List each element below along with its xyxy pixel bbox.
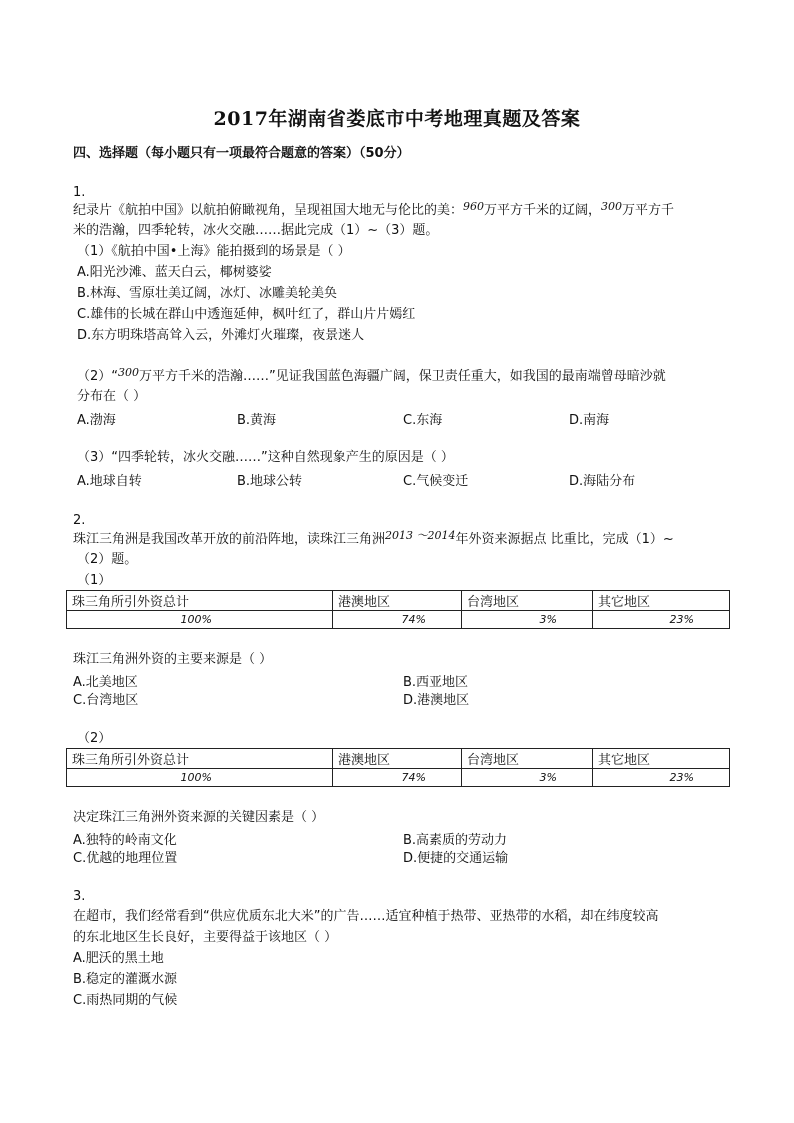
q2-s2-table [66,748,730,787]
q3-option-b[interactable]: B.稳定的灌溉水源 [73,972,178,987]
q3-number: 3. [73,889,86,904]
q1-s2-option-a[interactable]: A.渤海 [77,413,116,428]
table-cell: 23% [593,769,730,787]
q1-s2-option-b[interactable]: B.黄海 [237,413,277,428]
table-header-cell: 港澳地区 [333,749,462,769]
q1-s3-stem: （3）“四季轮转，冰火交融……”这种自然现象产生的原因是（ ） [77,450,454,465]
table-header-cell: 港澳地区 [333,591,462,611]
table-cell: 3% [462,611,593,629]
q1-s2-option-c[interactable]: C.东海 [403,413,443,428]
q2-s2-option-b[interactable]: B.高素质的劳动力 [403,833,508,848]
q2-s2-option-c[interactable]: C.优越的地理位置 [73,851,178,866]
table-header-cell: 台湾地区 [462,749,593,769]
table-cell: 100% [67,611,333,629]
q2-s1-label: （1） [77,573,112,588]
q2-s1-option-c[interactable]: C.台湾地区 [73,693,139,708]
q3-line2: 的东北地区生长良好，主要得益于该地区（ ） [73,930,338,945]
q3-option-c[interactable]: C.雨热同期的气候 [73,993,178,1008]
table-header-cell: 珠三角所引外资总计 [67,591,333,611]
q2-number: 2. [73,513,86,528]
q1-intro-line1: 纪录片《航拍中国》以航拍俯瞰视角，呈现祖国大地无与伦比的美：$^{960}$万平方千米的辽阔，$^{300}$万平方千 [73,200,675,218]
table-cell: 74% [333,769,462,787]
table-header-cell: 珠三角所引外资总计 [67,749,333,769]
section-heading: 四、选择题（每小题只有一项最符合题意的答案）（50分） [73,146,410,161]
q2-s1-option-a[interactable]: A.北美地区 [73,675,138,690]
q1-s2-stem-line2: 分布在（ ） [77,389,147,404]
page-title: 2017年湖南省娄底市中考地理真题及答案 [213,108,581,130]
q2-s1-option-b[interactable]: B.西亚地区 [403,675,469,690]
table-cell: 23% [593,611,730,629]
q2-s1-stem: 珠江三角洲外资的主要来源是（ ） [73,652,273,667]
q2-s2-option-d[interactable]: D.便捷的交通运输 [403,851,509,866]
q2-s2-option-a[interactable]: A.独特的岭南文化 [73,833,177,848]
table-cell: 100% [67,769,333,787]
table-header-cell: 其它地区 [593,749,730,769]
q1-s1-option-a[interactable]: A.阳光沙滩、蓝天白云，椰树婆娑 [77,265,272,280]
q3-option-a[interactable]: A.肥沃的黑土地 [73,951,164,966]
table-header-cell: 其它地区 [593,591,730,611]
table-cell: 3% [462,769,593,787]
q1-s3-option-c[interactable]: C.气候变迁 [403,474,469,489]
table-header-cell: 台湾地区 [462,591,593,611]
q1-s1-option-c[interactable]: C.雄伟的长城在群山中透迤延伸，枫叶红了，群山片片嫣红 [77,307,416,322]
q2-s2-stem: 决定珠江三角洲外资来源的关键因素是（ ） [73,810,325,825]
q1-intro-line2: 米的浩瀚，四季轮转，冰火交融……据此完成（1）~（3）题。 [73,223,439,238]
q2-intro-line1: 珠江三角洲是我国改革开放的前沿阵地，读珠江三角洲$^{2013}$ $^{\sim 2014}$年外资来源据点 比重比，完成（1）~ [73,529,674,547]
q1-s1-option-b[interactable]: B.林海、雪原壮美辽阔，冰灯、冰雕美轮美奂 [77,286,338,301]
q1-s1-stem: （1）《航拍中国•上海》能拍摄到的场景是（ ） [77,244,351,259]
q2-intro-line2: （2）题。 [77,552,138,567]
table-cell: 74% [333,611,462,629]
q1-s2-stem-line1: （2）“$^{300}$万平方千米的浩瀚……”见证我国蓝色海疆广阔，保卫责任重大，如我国的最南端曾母暗沙就 [77,366,666,384]
q2-s1-table [66,590,730,629]
q1-s3-option-a[interactable]: A.地球自转 [77,474,142,489]
q3-line1: 在超市，我们经常看到“供应优质东北大米”的广告……适宜种植于热带、亚热带的水稻，却在纬度较高 [73,909,659,924]
q2-s1-option-d[interactable]: D.港澳地区 [403,693,470,708]
q2-s2-label: （2） [77,731,112,746]
q1-number: 1. [73,185,86,200]
q1-s1-option-d[interactable]: D.东方明珠塔高耸入云，外滩灯火璀璨，夜景迷人 [77,328,365,343]
q1-s3-option-b[interactable]: B.地球公转 [237,474,303,489]
q1-s3-option-d[interactable]: D.海陆分布 [569,474,636,489]
q1-s2-option-d[interactable]: D.南海 [569,413,610,428]
